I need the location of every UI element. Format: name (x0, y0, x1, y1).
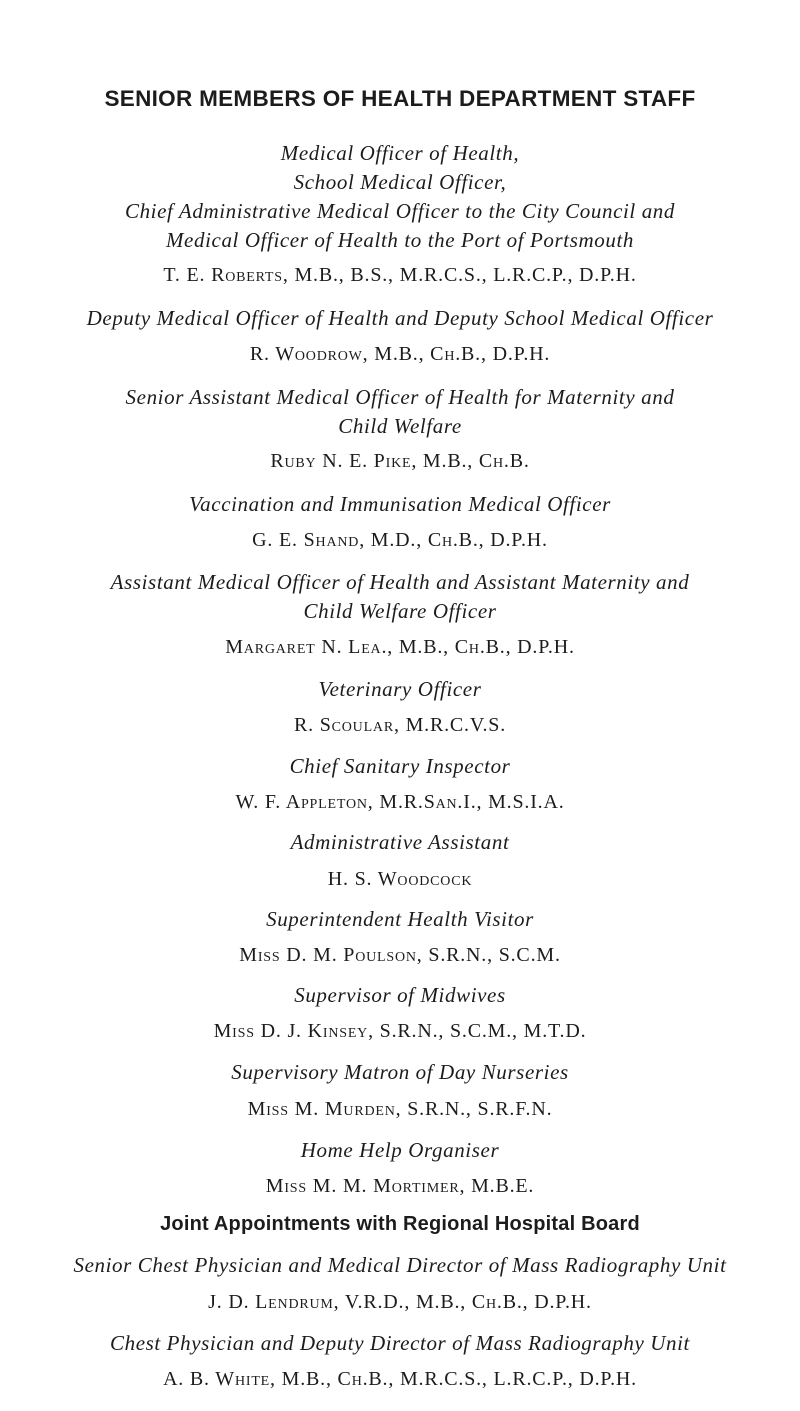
staff-name: Miss M. M. Mortimer, M.B.E. (265, 1175, 535, 1197)
page-title: SENIOR MEMBERS OF HEALTH DEPARTMENT STAFF (104, 86, 696, 111)
role-line: Chief Administrative Medical Officer to the City Council and (124, 199, 676, 223)
role-line: Child Welfare (338, 414, 462, 438)
role-line: Vaccination and Immunisation Medical Officer (189, 492, 611, 516)
staff-name: J. D. Lendrum, V.R.D., M.B., Ch.B., D.P.H. (208, 1291, 592, 1313)
staff-name: G. E. Shand, M.D., Ch.B., D.P.H. (252, 529, 548, 551)
staff-name: Miss D. J. Kinsey, S.R.N., S.C.M., M.T.D. (213, 1020, 587, 1042)
role-line: Child Welfare Officer (303, 599, 497, 623)
staff-name: H. S. Woodcock (327, 868, 473, 890)
staff-name: Margaret N. Lea., M.B., Ch.B., D.P.H. (225, 636, 575, 658)
staff-name: A. B. White, M.B., Ch.B., M.R.C.S., L.R.C.P., D.P.H. (163, 1368, 637, 1390)
role-line: Superintendent Health Visitor (266, 907, 534, 931)
role-line: Deputy Medical Officer of Health and Deputy School Medical Officer (86, 306, 714, 330)
role-line: Medical Officer of Health to the Port of Portsmouth (165, 228, 635, 252)
staff-name: Ruby N. E. Pike, M.B., Ch.B. (270, 450, 530, 472)
staff-name: R. Scoular, M.R.C.V.S. (293, 714, 507, 736)
role-line: Home Help Organiser (300, 1138, 500, 1162)
role-line: Veterinary Officer (318, 677, 482, 701)
role-line: Chief Sanitary Inspector (289, 754, 511, 778)
role-line: Senior Chest Physician and Medical Director of Mass Radiography Unit (73, 1253, 727, 1277)
staff-name: R. Woodrow, M.B., Ch.B., D.P.H. (249, 343, 551, 365)
role-line: Assistant Medical Officer of Health and Assistant Maternity and (110, 570, 690, 594)
section-heading: Joint Appointments with Regional Hospital Board (160, 1213, 640, 1235)
role-line: Supervisor of Midwives (294, 983, 506, 1007)
staff-name: W. F. Appleton, M.R.San.I., M.S.I.A. (235, 791, 565, 813)
role-line: Chest Physician and Deputy Director of Mass Radiography Unit (110, 1331, 690, 1355)
role-line: Senior Assistant Medical Officer of Health for Maternity and (125, 385, 675, 409)
staff-name: T. E. Roberts, M.B., B.S., M.R.C.S., L.R.C.P., D.P.H. (163, 264, 637, 286)
staff-name: Miss M. Murden, S.R.N., S.R.F.N. (247, 1098, 553, 1120)
role-line: Administrative Assistant (290, 830, 510, 854)
role-line: School Medical Officer, (293, 170, 507, 194)
role-line: Supervisory Matron of Day Nurseries (231, 1060, 569, 1084)
role-line: Medical Officer of Health, (280, 141, 520, 165)
staff-name: Miss D. M. Poulson, S.R.N., S.C.M. (239, 944, 561, 966)
